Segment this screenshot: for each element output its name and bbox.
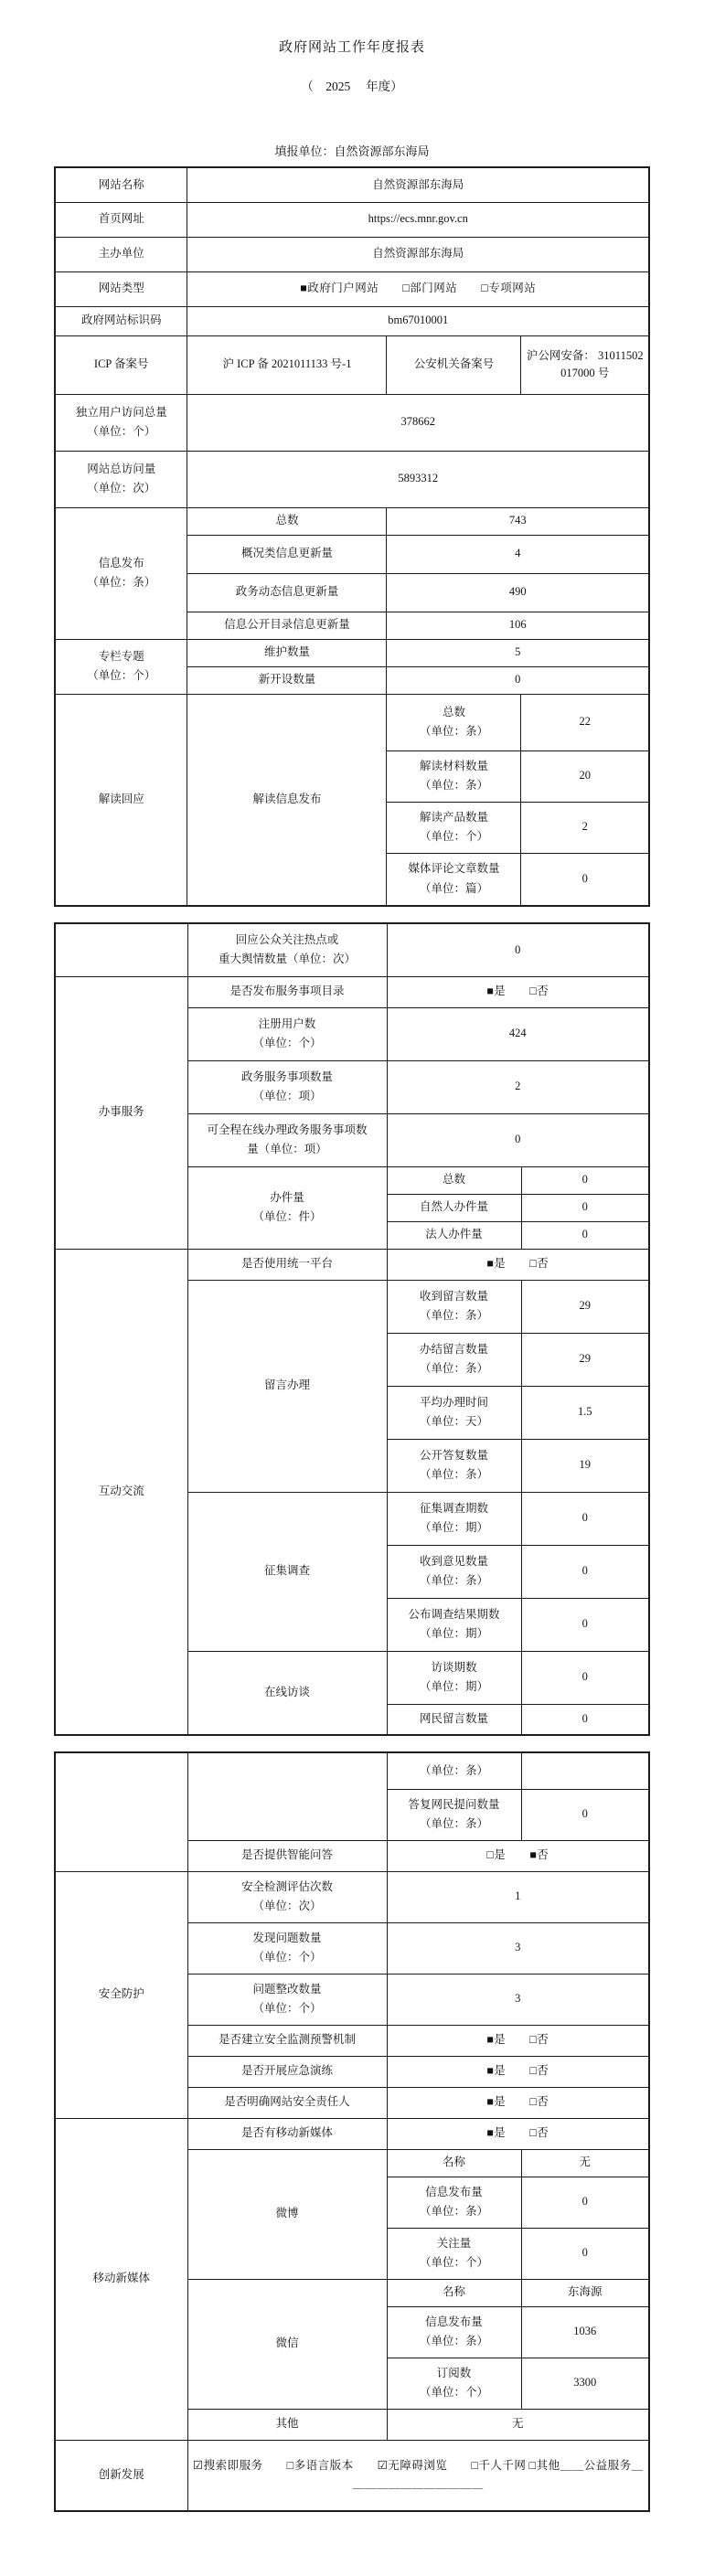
info-news-label: 政务动态信息更新量 — [187, 573, 387, 612]
weibo-name-label: 名称 — [387, 2149, 521, 2177]
info-catalog-label: 信息公开目录信息更新量 — [187, 612, 387, 639]
interpret-product-label — [387, 802, 521, 853]
netizen-messages-label: 网民留言数量 — [387, 1704, 521, 1735]
service-items-label — [187, 1060, 387, 1113]
unit-line: （单位：个） — [87, 425, 156, 438]
label-line: 可全程在线办理政务服务事项数 — [207, 1123, 368, 1136]
unit-line: （单位：个） — [419, 2256, 488, 2269]
site-name-value: 自然资源部东海局 — [187, 167, 649, 202]
messages-received-value: 29 — [521, 1280, 649, 1333]
hotspot-response-value: 0 — [387, 923, 649, 976]
table-row — [55, 237, 649, 271]
netizen-messages-unit-label: （单位：条） — [387, 1752, 521, 1789]
unit-line: （单位：个） — [419, 2386, 488, 2399]
label-line: 发现问题数量 — [252, 1931, 322, 1944]
unit-line: （单位：条） — [419, 1362, 488, 1375]
netizen-messages-unit-value — [521, 1752, 649, 1789]
label-line: 媒体评论文章数量 — [408, 862, 500, 876]
organizer-label: 主办单位 — [55, 237, 187, 271]
problems-fixed-value: 3 — [387, 1974, 649, 2025]
interview-periods-value: 0 — [521, 1651, 649, 1704]
service-items-value: 2 — [387, 1060, 649, 1113]
security-officer-checkboxes: ■是 □否 — [387, 2087, 649, 2118]
unit-line: （单位：期） — [419, 1521, 488, 1534]
label-line: 注册用户数 — [258, 1017, 316, 1030]
label-line: 解读产品数量 — [419, 810, 488, 824]
special-maintained-value: 5 — [387, 639, 649, 666]
has-newmedia-label: 是否有移动新媒体 — [187, 2118, 387, 2149]
unit-line: （单位：项） — [252, 1090, 322, 1102]
unit-line: （单位：条） — [87, 576, 156, 589]
survey-periods-label — [387, 1492, 521, 1545]
label-line: 办件量 — [270, 1190, 304, 1204]
case-volume-label — [187, 1166, 387, 1249]
table-row — [55, 1249, 649, 1280]
unit-line: （单位：次） — [87, 482, 156, 495]
wechat-subscribers-label — [387, 2358, 521, 2409]
info-catalog-value: 106 — [387, 612, 649, 639]
weibo-name-value: 无 — [521, 2149, 649, 2177]
label-line: 收到意见数量 — [419, 1554, 488, 1568]
netizen-messages-value: 0 — [521, 1704, 649, 1735]
label-line: 征集调查期数 — [419, 1501, 488, 1515]
interpret-material-value: 20 — [521, 750, 649, 802]
info-total-label: 总数 — [187, 507, 387, 535]
online-service-items-label — [187, 1113, 387, 1166]
label-line: 信息发布 — [98, 556, 144, 569]
unit-line: （单位：件） — [252, 1210, 322, 1223]
label-line: 订阅数 — [436, 2366, 472, 2379]
report-table-page2 — [54, 922, 650, 1736]
survey-section-label: 征集调查 — [187, 1492, 387, 1651]
unique-visitors-label — [55, 394, 187, 451]
icp-label: ICP 备案号 — [55, 335, 187, 394]
wechat-name-value: 东海源 — [521, 2279, 649, 2306]
interpret-media-value: 0 — [521, 853, 649, 906]
weibo-posts-label — [387, 2177, 521, 2228]
interpret-media-label — [387, 853, 521, 906]
public-replies-value: 19 — [521, 1439, 649, 1492]
label-line: 办结留言数量 — [419, 1342, 488, 1356]
security-officer-label: 是否明确网站安全责任人 — [187, 2087, 387, 2118]
unit-line: （单位：次） — [252, 1900, 322, 1912]
unit-line: （单位：条） — [419, 2205, 488, 2218]
registered-users-value: 424 — [387, 1007, 649, 1060]
info-overview-value: 4 — [387, 535, 649, 573]
weibo-label: 微博 — [187, 2149, 387, 2279]
problems-fixed-label — [187, 1974, 387, 2025]
label-line: 量（单位：项） — [247, 1143, 327, 1155]
unit-line: （单位：期） — [419, 1627, 488, 1640]
table-row — [55, 507, 649, 535]
weibo-posts-value: 0 — [521, 2177, 649, 2228]
unit-line: （单位：个） — [87, 669, 156, 682]
unified-platform-label: 是否使用统一平台 — [187, 1249, 387, 1280]
special-new-label: 新开设数量 — [187, 666, 387, 694]
icp-value: 沪 ICP 备 2021011133 号-1 — [187, 335, 387, 394]
table-row — [55, 394, 649, 451]
unit-line: （单位：条） — [419, 1309, 488, 1322]
table-row — [55, 976, 649, 1007]
table-row — [55, 335, 649, 394]
registered-users-label — [187, 1007, 387, 1060]
label-line: 平均办理时间 — [419, 1395, 488, 1409]
unit-line: （单位：个） — [252, 2002, 322, 2015]
table-row — [55, 1752, 649, 1789]
unit-line: （单位：条） — [419, 2335, 488, 2347]
service-catalog-checkboxes: ■是 □否 — [387, 976, 649, 1007]
service-section-label: 办事服务 — [55, 976, 187, 1249]
table-row — [55, 1871, 649, 1922]
page-break — [0, 1736, 704, 1751]
smart-qa-label: 是否提供智能问答 — [187, 1840, 387, 1871]
info-total-value: 743 — [387, 507, 649, 535]
site-type-checkboxes: ■政府门户网站 □部门网站 □专项网站 — [187, 271, 649, 306]
label-line: 答复网民提问数量 — [408, 1797, 500, 1811]
info-overview-label: 概况类信息更新量 — [187, 535, 387, 573]
site-name-label: 网站名称 — [55, 167, 187, 202]
avg-handle-time-value: 1.5 — [521, 1386, 649, 1439]
unit-line: （单位：条） — [419, 1574, 488, 1587]
label-line: 公开答复数量 — [419, 1448, 488, 1462]
security-section-label: 安全防护 — [55, 1871, 187, 2118]
label-line: 信息发布量 — [425, 2315, 483, 2328]
unit-line: （单位：个） — [252, 1037, 322, 1049]
smart-qa-checkboxes: □是 ■否 — [387, 1840, 649, 1871]
site-code-value: bm67010001 — [187, 306, 649, 335]
page-break — [0, 907, 704, 922]
wechat-subscribers-value: 3300 — [521, 2358, 649, 2409]
public-replies-label — [387, 1439, 521, 1492]
table-row — [55, 923, 649, 976]
weibo-followers-label — [387, 2228, 521, 2279]
table-row — [55, 271, 649, 306]
page-title: 政府网站工作年度报表 — [278, 40, 425, 55]
label-line: 网站总访问量 — [87, 462, 156, 475]
label-line: 信息发布量 — [425, 2185, 483, 2198]
special-columns-section-label — [55, 639, 187, 694]
label-line: 公布调查结果期数 — [408, 1607, 500, 1621]
label-line: 收到留言数量 — [419, 1289, 488, 1303]
report-table-page3 — [54, 1751, 650, 2512]
special-maintained-label: 维护数量 — [187, 639, 387, 666]
messages-resolved-label — [387, 1333, 521, 1386]
weibo-followers-value: 0 — [521, 2228, 649, 2279]
interpret-product-value: 2 — [521, 802, 649, 853]
interpret-total-value: 22 — [521, 694, 649, 750]
interview-periods-label — [387, 1651, 521, 1704]
label-line: 访谈期数 — [431, 1660, 477, 1674]
label-line: 回应公众关注热点或 — [235, 932, 339, 946]
opinions-received-label — [387, 1545, 521, 1598]
wechat-name-label: 名称 — [387, 2279, 521, 2306]
table-row — [55, 306, 649, 335]
hotspot-response-label — [187, 923, 387, 976]
opinions-received-value: 0 — [521, 1545, 649, 1598]
other-media-value: 无 — [387, 2409, 649, 2440]
interact-section-label: 互动交流 — [55, 1249, 187, 1735]
label-line: 专栏专题 — [98, 649, 144, 663]
innovation-checkboxes-line2: □其他＿＿公益服务＿＿＿＿＿＿＿＿＿＿＿＿ — [352, 2459, 644, 2490]
label-line: 问题整改数量 — [252, 1982, 322, 1996]
case-total-value: 0 — [521, 1166, 649, 1194]
special-new-value: 0 — [387, 666, 649, 694]
label-line: 重大舆情数量（单位：次） — [218, 953, 356, 966]
questions-answered-label — [387, 1789, 521, 1840]
table-row — [55, 639, 649, 666]
questions-answered-value: 0 — [521, 1789, 649, 1840]
table-row — [55, 451, 649, 507]
table-row — [55, 694, 649, 750]
message-handling-label: 留言办理 — [187, 1280, 387, 1492]
label-line: 总数 — [442, 705, 465, 719]
unit-line: （单位：条） — [419, 1817, 488, 1830]
interpret-section-continued-cell — [55, 923, 187, 976]
unit-line: （单位：条） — [419, 1468, 488, 1481]
innovation-section-label: 创新发展 — [55, 2440, 187, 2511]
messages-received-label — [387, 1280, 521, 1333]
innovation-checkboxes-line1: ☑搜索即服务 □多语言版本 ☑无障碍浏览 □千人千网 — [192, 2459, 527, 2473]
wechat-posts-value: 1036 — [521, 2306, 649, 2358]
case-legal-value: 0 — [521, 1221, 649, 1249]
table-row — [55, 2118, 649, 2149]
police-record-label: 公安机关备案号 — [387, 335, 521, 394]
wechat-posts-label — [387, 2306, 521, 2358]
info-publish-section-label — [55, 507, 187, 639]
organizer-value: 自然资源部东海局 — [187, 237, 649, 271]
survey-results-label — [387, 1598, 521, 1651]
label-line: 独立用户访问总量 — [75, 405, 167, 419]
interview-section-label: 在线访谈 — [187, 1651, 387, 1735]
table-row — [55, 2440, 649, 2511]
unit-line: （单位：篇） — [419, 881, 488, 895]
problems-found-value: 3 — [387, 1922, 649, 1974]
interview-continued-cell — [187, 1752, 387, 1840]
survey-results-value: 0 — [521, 1598, 649, 1651]
survey-periods-value: 0 — [521, 1492, 649, 1545]
unit-line: （单位：天） — [419, 1415, 488, 1428]
table-row — [55, 202, 649, 237]
security-assessments-label — [187, 1871, 387, 1922]
monitor-warning-checkboxes: ■是 □否 — [387, 2025, 649, 2056]
unit-line: （单位：个） — [419, 830, 488, 843]
problems-found-label — [187, 1922, 387, 1974]
interpret-material-label — [387, 750, 521, 802]
online-service-items-value: 0 — [387, 1113, 649, 1166]
unit-line: （单位：条） — [419, 779, 488, 792]
label-line: 解读材料数量 — [419, 759, 488, 772]
other-media-label: 其他 — [187, 2409, 387, 2440]
site-code-label: 政府网站标识码 — [55, 306, 187, 335]
info-news-value: 490 — [387, 573, 649, 612]
interpret-total-label — [387, 694, 521, 750]
case-person-value: 0 — [521, 1194, 649, 1221]
total-visits-label — [55, 451, 187, 507]
avg-handle-time-label — [387, 1386, 521, 1439]
interpret-publish-label: 解读信息发布 — [187, 694, 387, 906]
total-visits-value: 5893312 — [187, 451, 649, 507]
emergency-drill-label: 是否开展应急演练 — [187, 2056, 387, 2087]
home-url-label: 首页网址 — [55, 202, 187, 237]
report-table-page1 — [54, 166, 650, 907]
case-person-label: 自然人办件量 — [387, 1194, 521, 1221]
wechat-label: 微信 — [187, 2279, 387, 2409]
table-row — [55, 167, 649, 202]
reporting-unit: 填报单位：自然资源部东海局 — [274, 144, 430, 158]
unified-platform-checkboxes: ■是 □否 — [387, 1249, 649, 1280]
police-record-value: 沪公网安备： 31011502017000 号 — [521, 335, 649, 394]
unique-visitors-value: 378662 — [187, 394, 649, 451]
case-total-label: 总数 — [387, 1166, 521, 1194]
monitor-warning-label: 是否建立安全监测预警机制 — [187, 2025, 387, 2056]
messages-resolved-value: 29 — [521, 1333, 649, 1386]
case-legal-label: 法人办件量 — [387, 1221, 521, 1249]
security-assessments-value: 1 — [387, 1871, 649, 1922]
innovation-checkboxes-cell — [187, 2440, 649, 2511]
label-line: 关注量 — [436, 2236, 472, 2250]
unit-line: （单位：条） — [419, 725, 488, 738]
home-url-value: https://ecs.mnr.gov.cn — [187, 202, 649, 237]
label-line: 政务服务事项数量 — [240, 1070, 333, 1083]
unit-line: （单位：个） — [252, 1951, 322, 1964]
interact-section-continued-cell — [55, 1752, 187, 1871]
report-year: （ 2025 年度） — [301, 80, 403, 93]
site-type-label: 网站类型 — [55, 271, 187, 306]
emergency-drill-checkboxes: ■是 □否 — [387, 2056, 649, 2087]
newmedia-section-label: 移动新媒体 — [55, 2118, 187, 2440]
service-catalog-label: 是否发布服务事项目录 — [187, 976, 387, 1007]
has-newmedia-checkboxes: ■是 □否 — [387, 2118, 649, 2149]
unit-line: （单位：期） — [419, 1680, 488, 1693]
interpret-section-label: 解读回应 — [55, 694, 187, 906]
label-line: 安全检测评估次数 — [240, 1879, 333, 1893]
